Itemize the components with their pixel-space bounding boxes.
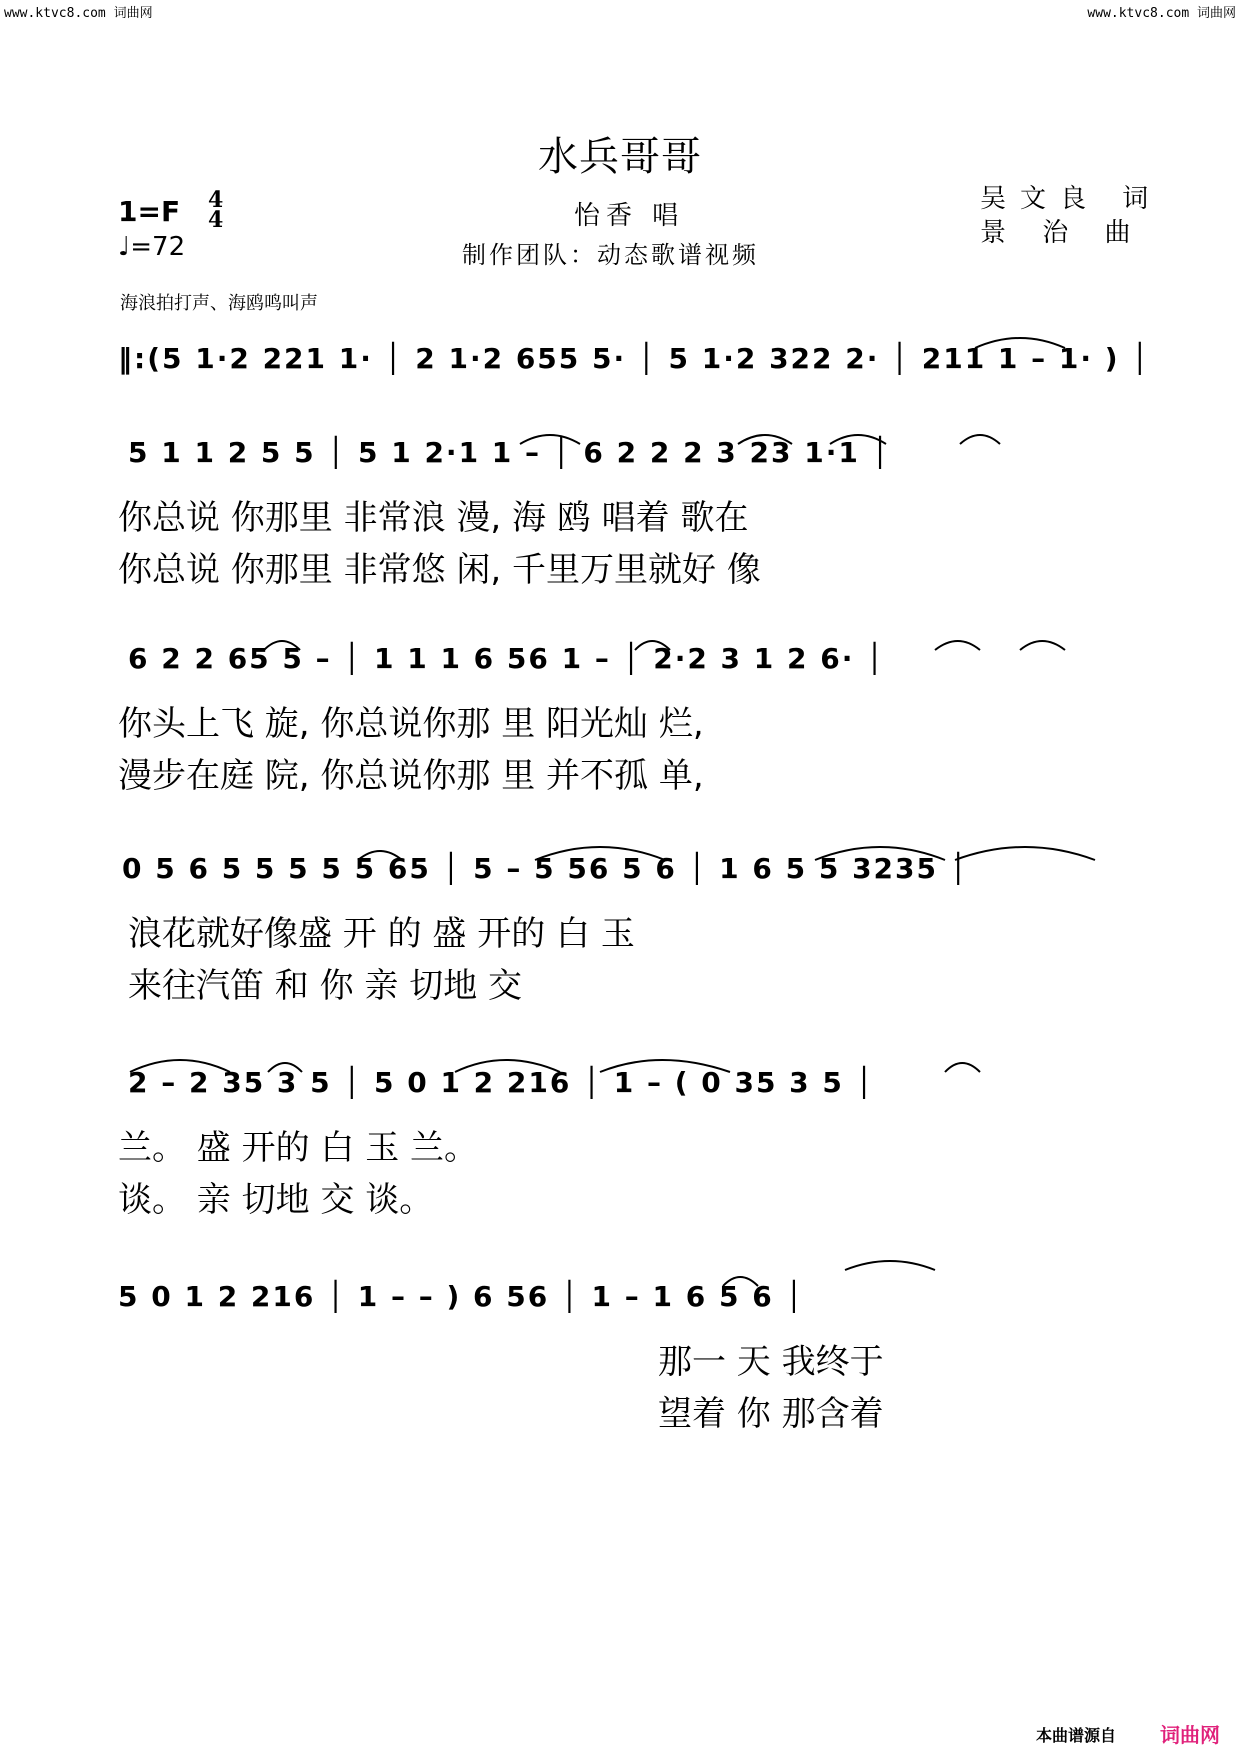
slur-8	[935, 641, 980, 650]
slur-2	[520, 435, 580, 444]
slur-20	[845, 1261, 935, 1270]
lyric-line-2-verse-1: 你总说 你那里 非常浪 漫, 海 鸥 唱着 歌在	[118, 498, 749, 538]
slur-17	[600, 1060, 730, 1072]
intro-sound-note: 海浪拍打声、海鸥鸣叫声	[120, 293, 318, 314]
lyric-line-5-verse-1: 兰。 盛 开的 白 玉 兰。	[118, 1128, 479, 1168]
production-team: 制作团队：动态歌谱视频	[462, 241, 759, 269]
footer-logo: 词曲网	[1160, 1723, 1220, 1747]
slur-16	[455, 1060, 560, 1072]
time-signature-top: 4	[208, 187, 224, 213]
tempo-marking: ♩=72	[118, 232, 186, 262]
lyricist-credit: 吴文良 词	[980, 184, 1163, 214]
slur-3	[738, 435, 792, 444]
slur-11	[535, 847, 665, 860]
jianpu-line-3: 6 2 2 65 5 – │ 1 1 1 6 56 1 – │ 2·2 3 1 2 6· │	[128, 642, 885, 675]
jianpu-line-5: 2 – 2 35 3 5 │ 5 0 1 2 216 │ 1 – ( 0 35 3 5 │	[128, 1066, 875, 1099]
slur-13	[955, 847, 1095, 860]
slur-14	[130, 1060, 230, 1072]
lyric-line-4-verse-1: 浪花就好像盛 开 的 盛 开的 白 玉	[128, 914, 635, 954]
lyric-line-4-verse-2: 来往汽笛 和 你 亲 切地 交	[128, 966, 523, 1006]
jianpu-line-4: 0 5 6 5 5 5 5 5 65 │ 5 – 5 56 5 6 │ 1 6 5 5 3235 │	[122, 852, 969, 885]
slur-6	[264, 641, 300, 650]
slur-15	[268, 1063, 302, 1072]
slur-4	[830, 435, 886, 444]
singer-credit: 怡香 唱	[574, 201, 685, 231]
slur-12	[815, 847, 945, 860]
slur-19	[723, 1277, 758, 1286]
slur-1	[975, 338, 1065, 348]
slur-9	[1020, 641, 1065, 650]
footer-source-label: 本曲谱源自	[1035, 1726, 1116, 1745]
slur-10	[358, 851, 402, 860]
lyric-line-6-verse-2: 望着 你 那含着	[658, 1394, 884, 1434]
jianpu-line-2: 5 1 1 2 5 5 │ 5 1 2·1 1 – │ 6 2 2 2 3 23 1·1 │	[128, 436, 891, 469]
lyric-line-6-verse-1: 那一 天 我终于	[658, 1342, 884, 1382]
time-signature-bottom: 4	[208, 207, 224, 233]
slur-7	[635, 641, 670, 650]
song-title: 水兵哥哥	[538, 134, 702, 180]
slur-5	[960, 435, 1000, 444]
watermark-right: www.ktvc8.com 词曲网	[1087, 6, 1236, 21]
composer-credit: 景 治 曲	[980, 218, 1145, 248]
lyric-line-2-verse-2: 你总说 你那里 非常悠 闲, 千里万里就好 像	[118, 550, 761, 590]
lyric-line-3-verse-2: 漫步在庭 院, 你总说你那 里 并不孤 单,	[118, 756, 704, 796]
watermark-left: www.ktvc8.com 词曲网	[4, 6, 153, 21]
jianpu-line-1: ‖:(5 1·2 221 1· │ 2 1·2 655 5· │ 5 1·2 322 2· │ 211 1 – 1· ) │	[118, 342, 1151, 375]
lyric-line-5-verse-2: 谈。 亲 切地 交 谈。	[118, 1180, 434, 1220]
lyric-line-3-verse-1: 你头上飞 旋, 你总说你那 里 阳光灿 烂,	[118, 704, 704, 744]
jianpu-line-6: 5 0 1 2 216 │ 1 – – ) 6 56 │ 1 – 1 6 5 6 │	[118, 1280, 805, 1313]
slur-18	[945, 1063, 980, 1072]
key-signature: 1=F	[118, 195, 181, 228]
